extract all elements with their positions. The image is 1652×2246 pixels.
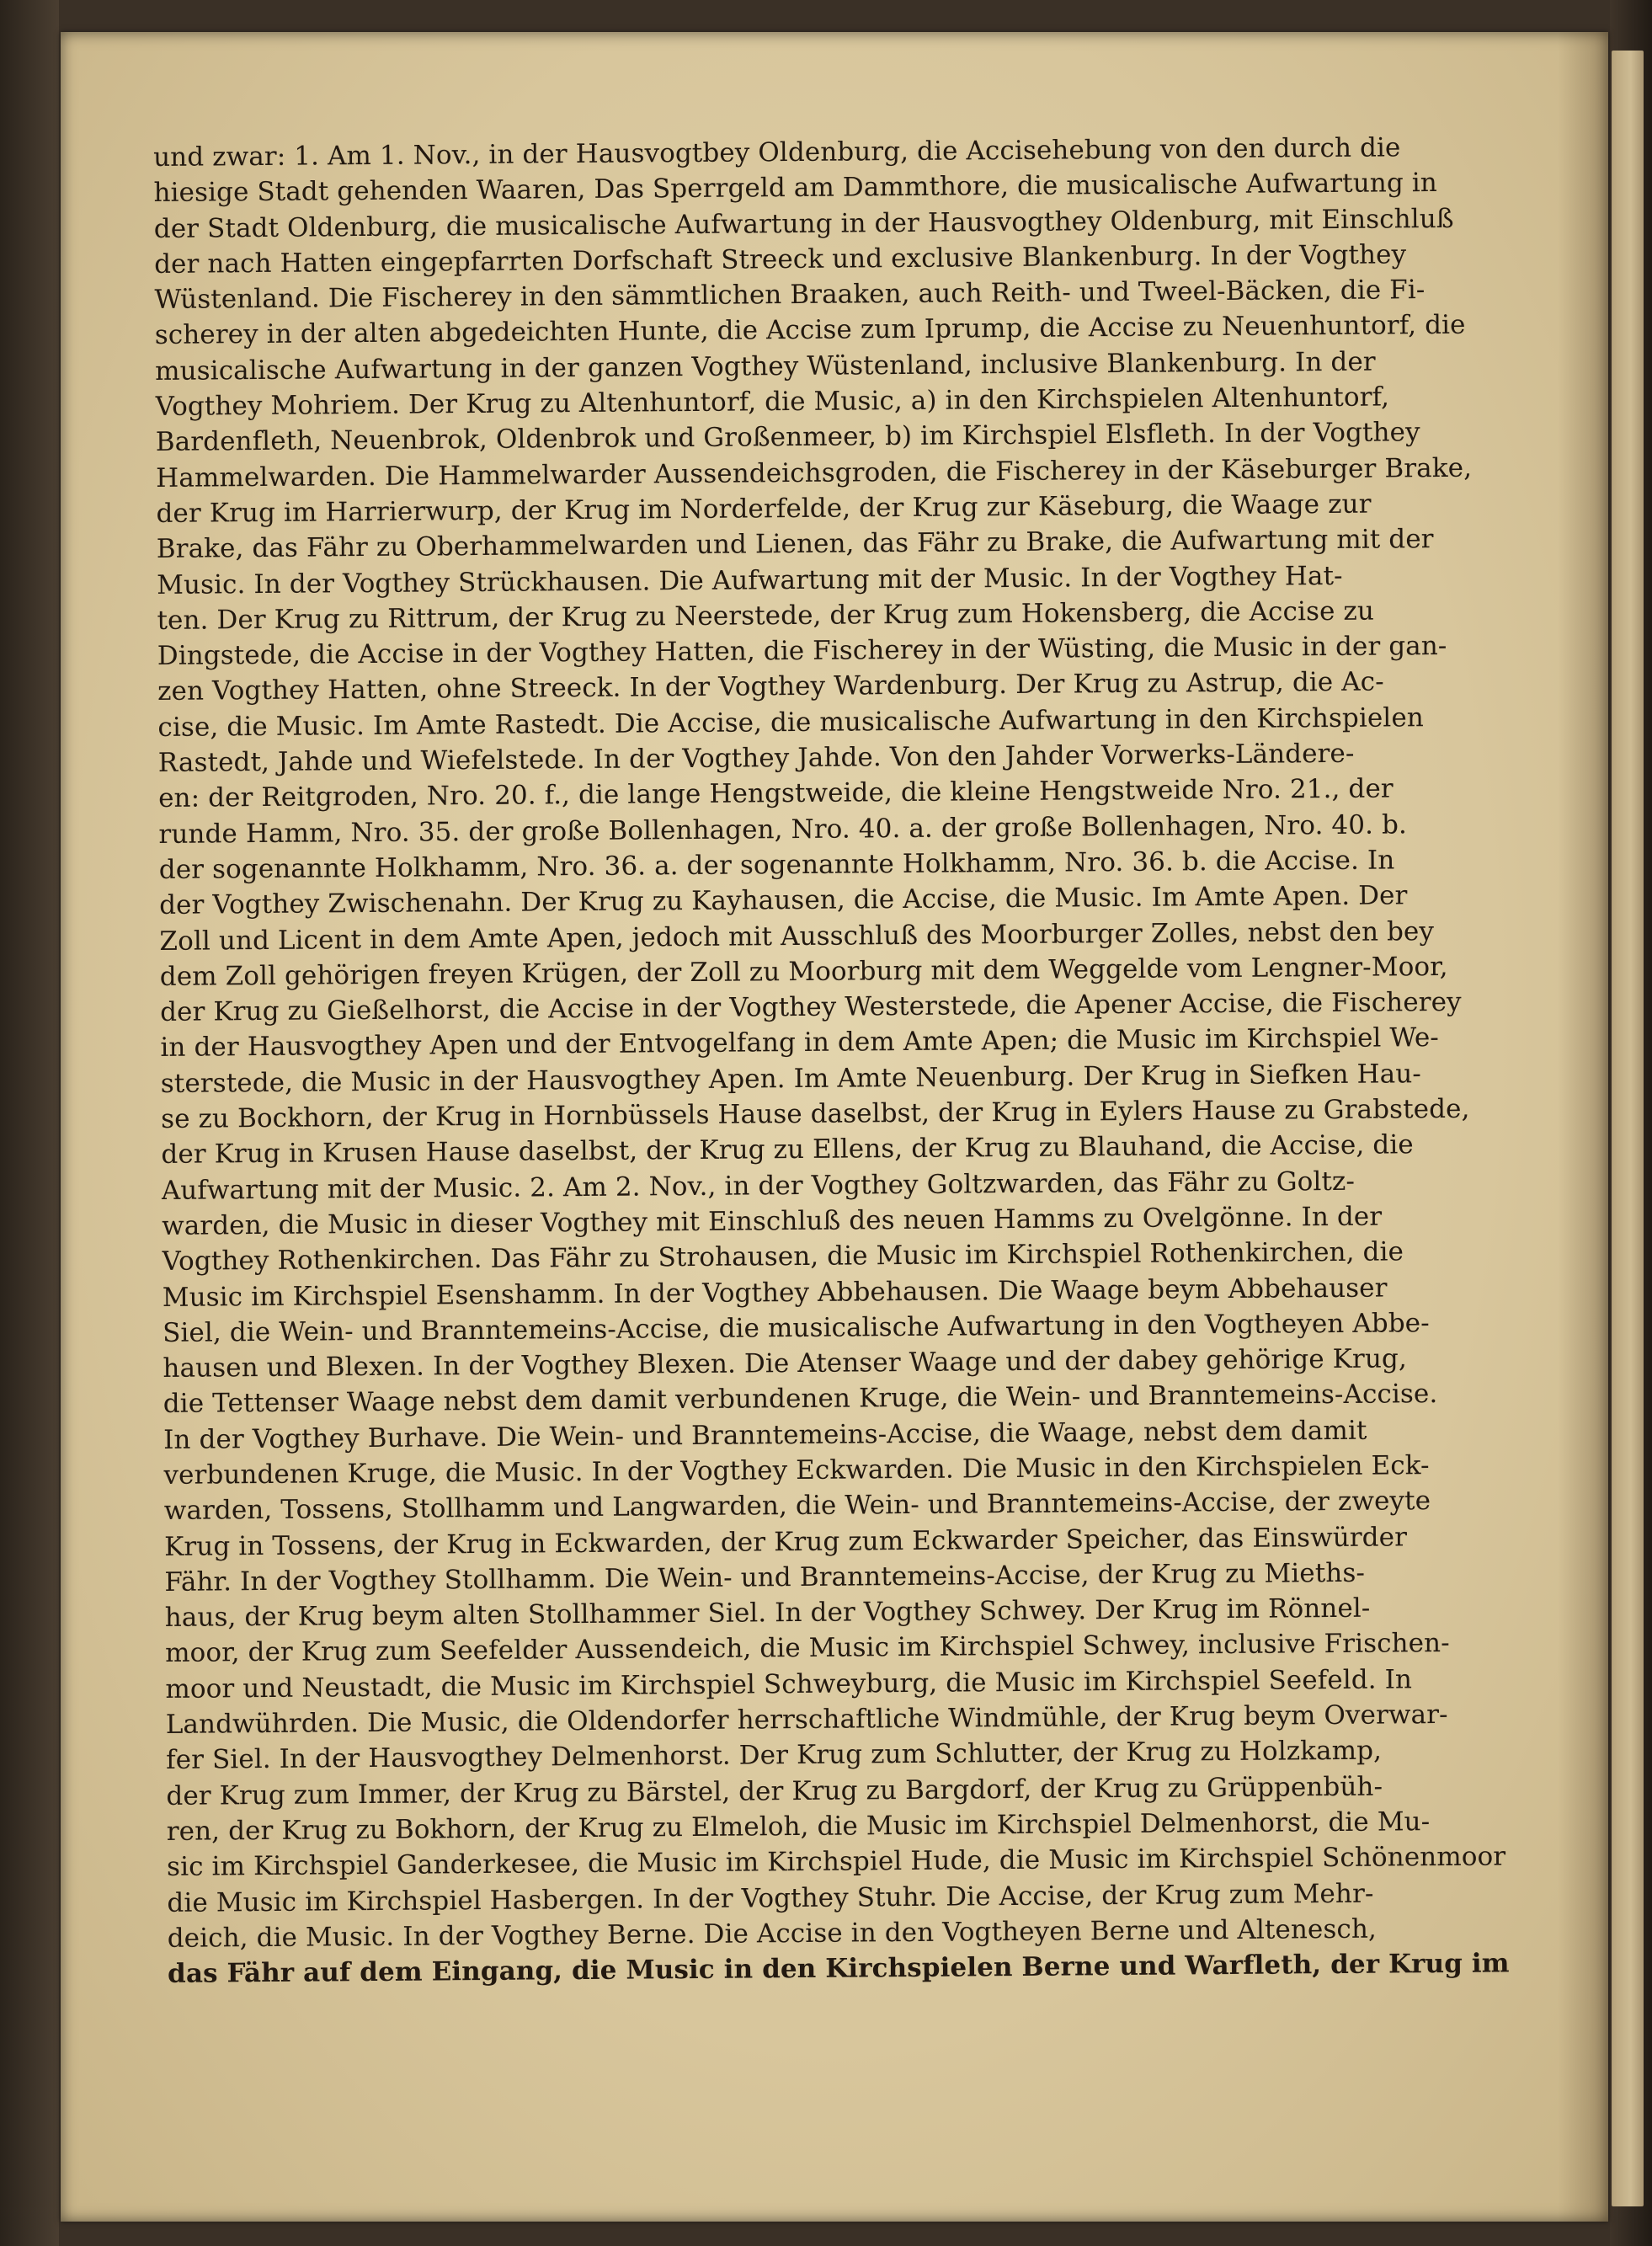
- background-left: [0, 0, 59, 2246]
- text-line: Wüstenland. Die Fischerey in den sämmtlichen Braaken, auch Reith- und Tweel-Bäcken, die Fi-: [154, 275, 1426, 316]
- text-line: ten. Der Krug zu Rittrum, der Krug zu Neerstede, der Krug zum Hokensberg, die Accise zu: [157, 595, 1375, 636]
- text-line: fer Siel. In der Hausvogthey Delmenhorst. Der Krug zum Schlutter, der Krug zu Holzkamp,: [165, 1735, 1383, 1776]
- text-line: der sogenannte Holkhamm, Nro. 36. a. der sogenannte Holkhamm, Nro. 36. b. die Accise. In: [158, 845, 1395, 885]
- text-line: der Stadt Oldenburg, die musicalische Aufwartung in der Hausvogthey Oldenburg, mit Einschluß: [153, 203, 1454, 244]
- text-line: Rastedt, Jahde und Wiefelstede. In der Vogthey Jahde. Von den Jahder Vorwerks-Ländere-: [157, 738, 1355, 779]
- text-line: In der Vogthey Burhave. Die Wein- und Branntemeins-Accise, die Waage, nebst dem damit: [163, 1415, 1367, 1455]
- text-line: se zu Bockhorn, der Krug in Hornbüssels Hause daselbst, der Krug in Eylers Hause zu Grabstede,: [160, 1093, 1470, 1134]
- text-line: Siel, die Wein- und Branntemeins-Accise, die musicalische Aufwartung in den Vogtheyen Abbe-: [162, 1307, 1430, 1348]
- text-line: warden, die Music in dieser Vogthey mit Einschluß des neuen Hamms zu Ovelgönne. In der: [161, 1201, 1383, 1241]
- text-line: haus, der Krug beym alten Stollhammer Siel. In der Vogthey Schwey. Der Krug im Rönnel-: [164, 1592, 1371, 1634]
- text-line: scherey in der alten abgedeichten Hunte, die Accise zum Iprump, die Accise zu Neuenhuntorf, die: [154, 310, 1466, 351]
- text-line: musicalische Aufwartung in der ganzen Vogthey Wüstenland, inclusive Blankenburg. In der: [155, 346, 1376, 387]
- text-line: Zoll und Licent in dem Amte Apen, jedoch mit Ausschluß des Moorburger Zolles, nebst den bey: [159, 915, 1435, 957]
- text-line: Brake, das Fähr zu Oberhammelwarden und Lienen, das Fähr zu Brake, die Aufwartung mit der: [156, 524, 1434, 565]
- text-line: der Krug zu Gießelhorst, die Accise in der Vogthey Westerstede, die Apener Accise, die Fischerey: [159, 986, 1462, 1028]
- text-line: in der Hausvogthey Apen und der Entvogelfang in dem Amte Apen; die Music im Kirchspiel We-: [160, 1022, 1440, 1064]
- text-line: Music im Kirchspiel Esenshamm. In der Vogthey Abbehausen. Die Waage beym Abbehauser: [162, 1272, 1388, 1313]
- text-line: der Krug im Harrierwurp, der Krug im Norderfelde, der Krug zur Käseburg, die Waage zur: [156, 488, 1372, 529]
- text-line: Dingstede, die Accise in der Vogthey Hatten, die Fischerey in der Wüsting, die Music in der gan-: [157, 631, 1447, 672]
- text-line: Fähr. In der Vogthey Stollhamm. Die Wein- und Branntemeins-Accise, der Krug zu Mieths-: [164, 1557, 1366, 1598]
- text-line: der Krug in Krusen Hause daselbst, der Krug zu Ellens, der Krug zu Blauhand, die Accise, die: [161, 1129, 1414, 1171]
- text-line: die Tettenser Waage nebst dem damit verbundenen Kruge, die Wein- und Branntemeins-Accise.: [163, 1379, 1438, 1420]
- text-line: Landwührden. Die Music, die Oldendorfer herrschaftliche Windmühle, der Krug beym Overwar-: [165, 1699, 1448, 1741]
- text-line: der nach Hatten eingepfarrten Dorfschaft Streeck und exclusive Blankenburg. In der Vogthey: [154, 239, 1407, 280]
- text-line: Krug in Tossens, der Krug in Eckwarden, der Krug zum Eckwarder Speicher, das Einswürder: [163, 1521, 1408, 1562]
- text-line: warden, Tossens, Stollhamm und Langwarden, die Wein- und Branntemeins-Accise, der zweyte: [163, 1486, 1431, 1527]
- text-line: der Vogthey Zwischenahn. Der Krug zu Kayhausen, die Accise, die Music. Im Amte Apen. Der: [158, 880, 1408, 921]
- text-line: moor und Neustadt, die Music im Kirchspiel Schweyburg, die Music im Kirchspiel Seefeld. In: [165, 1664, 1413, 1705]
- text-line: der Krug zum Immer, der Krug zu Bärstel, der Krug zu Bargdorf, der Krug zu Grüppenbüh-: [166, 1771, 1383, 1811]
- text-line: Vogthey Rothenkirchen. Das Fähr zu Strohausen, die Music im Kirchspiel Rothenkirchen, die: [162, 1236, 1404, 1278]
- text-line: deich, die Music. In der Vogthey Berne. Die Accise in den Vogtheyen Berne und Altenesch,: [167, 1913, 1378, 1954]
- text-line: verbundenen Kruge, die Music. In der Vogthey Eckwarden. Die Music in den Kirchspielen Eck-: [163, 1450, 1430, 1491]
- text-line: und zwar: 1. Am 1. Nov., in der Hausvogtbey Oldenburg, die Accisehebung von den durch die: [153, 132, 1401, 173]
- text-line: sic im Kirchspiel Ganderkesee, die Music im Kirchspiel Hude, die Music im Kirchspiel Schönenmoor: [166, 1841, 1506, 1883]
- text-line: zen Vogthey Hatten, ohne Streeck. In der Vogthey Wardenburg. Der Krug zu Astrup, die Ac-: [157, 666, 1384, 707]
- text-line: Aufwartung mit der Music. 2. Am 2. Nov., in der Vogthey Goltzwarden, das Fähr zu Goltz-: [161, 1166, 1356, 1206]
- text-line: hausen und Blexen. In der Vogthey Blexen. Die Atenser Waage und der dabey gehörige Krug,: [163, 1343, 1407, 1384]
- text-line: die Music im Kirchspiel Hasbergen. In der Vogthey Stuhr. Die Accise, der Krug zum Mehr-: [167, 1878, 1374, 1918]
- text-line: cise, die Music. Im Amte Rastedt. Die Accise, die musicalische Aufwartung in den Kirchspielen: [157, 702, 1425, 743]
- text-line: en: der Reitgroden, Nro. 20. f., die lange Hengstweide, die kleine Hengstweide Nro. 21., der: [158, 773, 1394, 814]
- text-line: Vogthey Mohriem. Der Krug zu Altenhuntorf, die Music, a) in den Kirchspielen Altenhuntorf,: [155, 381, 1390, 423]
- body-text: [153, 128, 1651, 1992]
- text-line: Hammelwarden. Die Hammelwarder Aussendeichsgroden, die Fischerey in der Käseburger Brake,: [156, 452, 1473, 493]
- text-line: Bardenfleth, Neuenbrok, Oldenbrok und Großenmeer, b) im Kirchspiel Elsfleth. In der Vogthey: [155, 417, 1420, 458]
- scanned-page: [61, 32, 1608, 2222]
- text-line: ren, der Krug zu Bokhorn, der Krug zu Elmeloh, die Music im Kirchspiel Delmenhorst, die Mu-: [166, 1806, 1431, 1847]
- text-line: das Fähr auf dem Eingang, die Music in den Kirchspielen Berne und Warfleth, der Krug im: [167, 1948, 1510, 1990]
- text-line: runde Hamm, Nro. 35. der große Bollenhagen, Nro. 40. a. der große Bollenhagen, Nro. 40. b.: [158, 808, 1408, 850]
- text-line: Music. In der Vogthey Strückhausen. Die Aufwartung mit der Music. In der Vogthey Hat-: [157, 560, 1343, 600]
- text-line: sterstede, die Music in der Hausvogthey Apen. Im Amte Neuenburg. Der Krug in Siefken Hau-: [160, 1058, 1422, 1099]
- text-line: moor, der Krug zum Seefelder Aussendeich, die Music im Kirchspiel Schwey, inclusive Frischen-: [164, 1628, 1450, 1669]
- text-line: dem Zoll gehörigen freyen Krügen, der Zoll zu Moorburg mit dem Weggelde vom Lengner-Moor,: [159, 951, 1448, 992]
- text-line: hiesige Stadt gehenden Waaren, Das Sperrgeld am Dammthore, die musicalische Aufwartung in: [153, 168, 1438, 209]
